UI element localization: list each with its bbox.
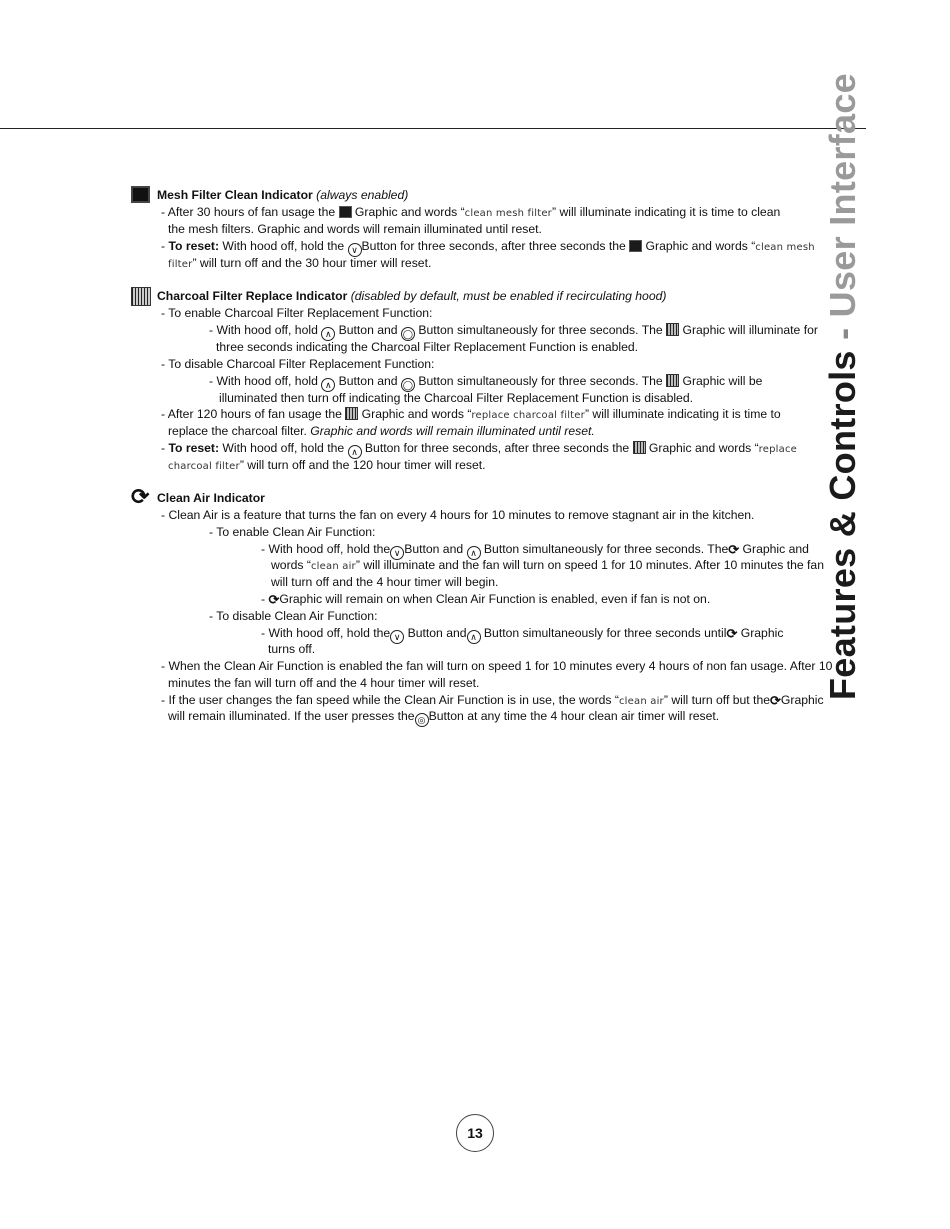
side-title-part1: Features & Controls — [822, 350, 863, 700]
chevron-down-icon: ∨ — [390, 546, 404, 560]
header-rule — [0, 128, 866, 129]
charcoal-after-line-2: replace the charcoal filter. Graphic and words will remain illuminated until reset. — [168, 424, 595, 438]
clean-enable-line-1: - With hood off, hold the ∨ Button and ∧ Button simultaneously for three seconds. The⟳ Graphic and — [261, 542, 809, 558]
page-number: 13 — [456, 1114, 494, 1152]
charcoal-filter-icon — [666, 374, 679, 387]
mesh-note: (always enabled) — [316, 188, 409, 202]
clean-disable-line-1: - With hood off, hold the ∨ Button and ∧ Button simultaneously for three seconds until⟳ Graphic — [261, 626, 784, 642]
charcoal-filter-icon — [633, 441, 646, 454]
charcoal-enable-line-1: - With hood off, hold ∧ Button and ◯ Button simultaneously for three seconds. The Graphic will illuminate for — [209, 323, 818, 339]
section-side-title — [813, 73, 873, 700]
charcoal-note: (disabled by default, must be enabled if recirculating hood) — [350, 289, 667, 303]
charcoal-reset-line-2: charcoal filter” will turn off and the 120 hour timer will reset. — [168, 458, 486, 472]
charcoal-disable-heading: - To disable Charcoal Filter Replacement Function: — [161, 357, 435, 371]
charcoal-after-line-1: - After 120 hours of fan usage the Graphic and words “replace charcoal filter” will illuminate indicating it is time to — [161, 407, 781, 421]
mesh-line-3: - To reset: With hood off, hold the ∨ Button for three seconds, after three seconds the Graphic and words “clean mesh — [161, 239, 815, 255]
mesh-filter-icon — [629, 240, 642, 252]
display-word: replace charcoal filter — [471, 410, 585, 421]
clean-enable-line-4: - ⟳Graphic will remain on when Clean Air Function is enabled, even if fan is not on. — [261, 592, 711, 607]
refresh-icon: ⟳ — [770, 693, 781, 708]
chevron-up-icon: ∧ — [467, 630, 481, 644]
clean-title: Clean Air Indicator — [157, 491, 265, 505]
mesh-line-2: the mesh filters. Graphic and words will remain illuminated until reset. — [168, 222, 542, 236]
chevron-up-icon: ∧ — [348, 445, 362, 459]
charcoal-filter-icon — [131, 287, 151, 306]
mesh-filter-icon — [339, 206, 352, 218]
display-word: clean air — [618, 696, 664, 707]
display-word: clean air — [310, 561, 356, 572]
chevron-up-icon: ∧ — [467, 546, 481, 560]
display-word: clean mesh — [755, 242, 815, 253]
display-word: filter — [168, 259, 193, 270]
display-word: replace — [758, 444, 798, 455]
clean-disable-line-2: turns off. — [268, 642, 316, 656]
side-title-separator: - — [822, 317, 863, 351]
clean-user-line-1: - If the user changes the fan speed while the Clean Air Function is in use, the words “clean air” will turn off but the⟳Graphic — [161, 693, 824, 708]
chevron-down-icon: ∨ — [348, 243, 362, 257]
light-bulb-icon: ◯ — [402, 380, 413, 390]
mesh-filter-icon — [131, 186, 150, 203]
charcoal-disable-line-2: illuminated then turn off indicating the Charcoal Filter Replacement Function is disabled. — [219, 391, 693, 405]
clean-enable-heading: - To enable Clean Air Function: — [209, 525, 376, 539]
chevron-up-icon: ∧ — [321, 378, 335, 392]
chevron-down-icon: ∨ — [390, 630, 404, 644]
charcoal-enable-heading: - To enable Charcoal Filter Replacement Function: — [161, 306, 433, 320]
side-title-part2: User Interface — [822, 73, 863, 318]
display-word: clean mesh filter — [464, 208, 552, 219]
light-bulb-icon: ◯ — [402, 329, 413, 339]
mesh-heading — [157, 187, 408, 204]
charcoal-enable-line-2: three seconds indicating the Charcoal Filter Replacement Function is enabled. — [216, 340, 639, 354]
clean-user-line-2: will remain illuminated. If the user presses the ◎ Button at any time the 4 hour clean air timer will reset. — [168, 709, 720, 725]
mesh-title: Mesh Filter Clean Indicator — [157, 188, 313, 202]
charcoal-disable-line-1: - With hood off, hold ∧ Button and ◯ Button simultaneously for three seconds. The Graphic will be — [209, 374, 763, 390]
clean-line-1: - Clean Air is a feature that turns the fan on every 4 hours for 10 minutes to remove stagnant air in the kitchen. — [161, 508, 755, 522]
refresh-icon: ⟳ — [728, 542, 740, 557]
mesh-line-4: filter” will turn off and the 30 hour timer will reset. — [168, 256, 432, 270]
refresh-icon: ⟳ — [726, 626, 738, 641]
clean-enable-line-2: words “clean air” will illuminate and the fan will turn on speed 1 for 10 minutes. After 10 minutes the fan — [271, 558, 824, 572]
power-button-icon: ◎ — [415, 713, 429, 727]
charcoal-title: Charcoal Filter Replace Indicator — [157, 289, 348, 303]
clean-disable-heading: - To disable Clean Air Function: — [209, 609, 378, 623]
charcoal-filter-icon — [345, 407, 358, 420]
clean-when-line-1: - When the Clean Air Function is enabled the fan will turn on speed 1 for 10 minutes every 4 hours of non fan usage. After 10 — [161, 659, 833, 673]
charcoal-filter-icon — [666, 323, 679, 336]
refresh-icon: ⟳ — [268, 592, 280, 607]
charcoal-heading — [157, 288, 666, 305]
clean-when-line-2: minutes the fan will turn off and the 4 hour timer will reset. — [168, 676, 480, 690]
clean-heading — [157, 490, 265, 507]
chevron-up-icon: ∧ — [321, 327, 335, 341]
mesh-line-1: - After 30 hours of fan usage the Graphic and words “clean mesh filter” will illuminate indicating it is time to clean — [161, 205, 781, 219]
charcoal-reset-line-1: - To reset: With hood off, hold the ∧ Button for three seconds, after three seconds the Graphic and words “replace — [161, 441, 798, 457]
display-word: charcoal filter — [168, 461, 240, 472]
clean-enable-line-3: will turn off and the 4 hour timer will begin. — [271, 575, 499, 589]
refresh-icon: ⟳ — [131, 484, 150, 509]
